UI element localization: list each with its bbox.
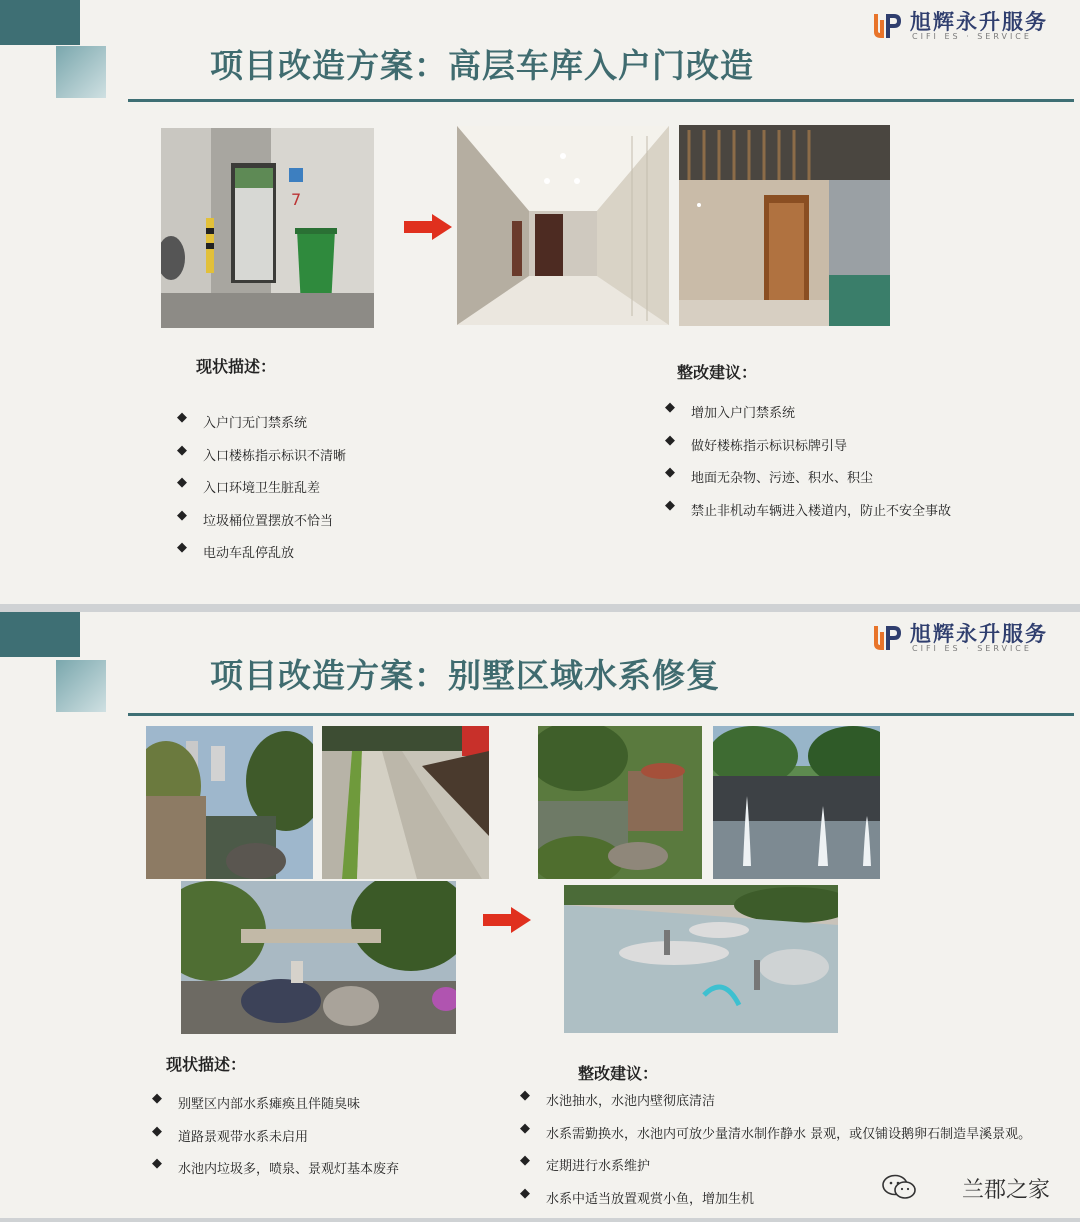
advice-heading: 整改建议： [677,363,758,382]
diamond-bullet-icon: ◆ [152,1156,162,1171]
logo-mark-icon [872,10,902,40]
photo-kids-pool-after [564,885,838,1033]
list-item: ◆ 水系需勤换水，水池内可放少量清水制作静水 景观，或仅铺设鹅卵石制造旱溪景观。 [520,1120,1032,1142]
diamond-bullet-icon: ◆ [177,442,187,458]
list-item: ◆ 水系中适当放置观赏小鱼，增加生机 [520,1185,755,1207]
current-status-list [152,1093,399,1191]
list-item: ◆ 定期进行水系维护 [520,1153,651,1174]
account-watermark: 兰郡之家 [961,1178,1050,1203]
diamond-bullet-icon: ◆ [177,410,187,425]
diamond-bullet-icon: ◆ [520,1088,530,1103]
corner-decoration-light [56,46,106,98]
current-status-heading: 现状描述： [166,1055,247,1074]
logo-mark-icon [872,622,902,652]
corner-decoration [0,0,80,45]
wechat-icon [882,1174,916,1200]
advice-heading: 整改建议： [578,1064,659,1083]
photo-fountain-after [713,726,880,879]
slide-villa-water [0,612,1080,1218]
company-logo [872,618,1062,658]
list-item: ◆ 道路景观带水系未启用 [152,1123,309,1145]
diamond-bullet-icon: ◆ [520,1120,530,1136]
diamond-bullet-icon: ◆ [665,400,675,415]
photo-garage-entrance-before [161,128,374,328]
diamond-bullet-icon: ◆ [520,1185,530,1201]
logo-tagline: CIFI ES · SERVICE [912,644,1032,653]
diamond-bullet-icon: ◆ [665,465,675,480]
arrow-right-icon [483,907,531,933]
current-status-list [177,412,346,575]
list-item: ◆ 电动车乱停乱放 [177,540,295,561]
slide-title: 项目改造方案：高层车库入户门改造 [210,46,754,85]
photo-corridor-after [457,126,669,325]
diamond-bullet-icon: ◆ [177,475,187,490]
list-item: ◆ 地面无杂物、污迹、积水、积尘 [665,465,874,486]
list-item: ◆ 入口楼栋指示标识不清晰 [177,442,347,464]
current-status-heading: 现状描述： [196,357,277,376]
corner-decoration-light [56,660,106,712]
title-underline [128,713,1074,716]
advice-list [665,402,951,532]
svg-text:7: 7 [291,190,302,209]
company-logo [872,6,1062,46]
logo-name: 旭辉永升服务 [910,10,1048,34]
list-item: ◆ 做好楼栋指示标识标牌引导 [665,432,848,454]
list-item: ◆ 增加入户门禁系统 [665,400,796,421]
photo-landscape-channel-before [322,726,489,879]
logo-name: 旭辉永升服务 [910,622,1048,646]
slide-title: 项目改造方案：别墅区域水系修复 [210,656,720,695]
slide-garage-door [0,0,1080,604]
diamond-bullet-icon: ◆ [152,1091,162,1106]
title-underline [128,99,1074,102]
list-item: ◆ 入口环境卫生脏乱差 [177,475,321,496]
list-item: ◆ 水池抽水，水池内壁彻底清洁 [520,1088,716,1109]
diamond-bullet-icon: ◆ [152,1123,162,1139]
diamond-bullet-icon: ◆ [665,497,675,513]
photo-pond-before [146,726,313,879]
photo-entrance-door-after [679,125,890,326]
arrow-right-icon [404,214,452,240]
photo-pond-after [538,726,702,879]
photo-garden-pool-before [181,881,456,1034]
list-item: ◆ 别墅区内部水系瘫痪且伴随臭味 [152,1091,361,1112]
list-item: ◆ 入户门无门禁系统 [177,410,308,431]
advice-list [520,1090,1031,1218]
list-item: ◆ 水池内垃圾多，喷泉、景观灯基本废弃 [152,1156,400,1177]
diamond-bullet-icon: ◆ [520,1153,530,1168]
diamond-bullet-icon: ◆ [665,432,675,448]
diamond-bullet-icon: ◆ [177,540,187,555]
list-item: ◆ 垃圾桶位置摆放不恰当 [177,507,334,529]
logo-tagline: CIFI ES · SERVICE [912,32,1032,41]
corner-decoration [0,612,80,657]
diamond-bullet-icon: ◆ [177,507,187,523]
list-item: ◆ 禁止非机动车辆进入楼道内，防止不安全事故 [665,497,952,519]
